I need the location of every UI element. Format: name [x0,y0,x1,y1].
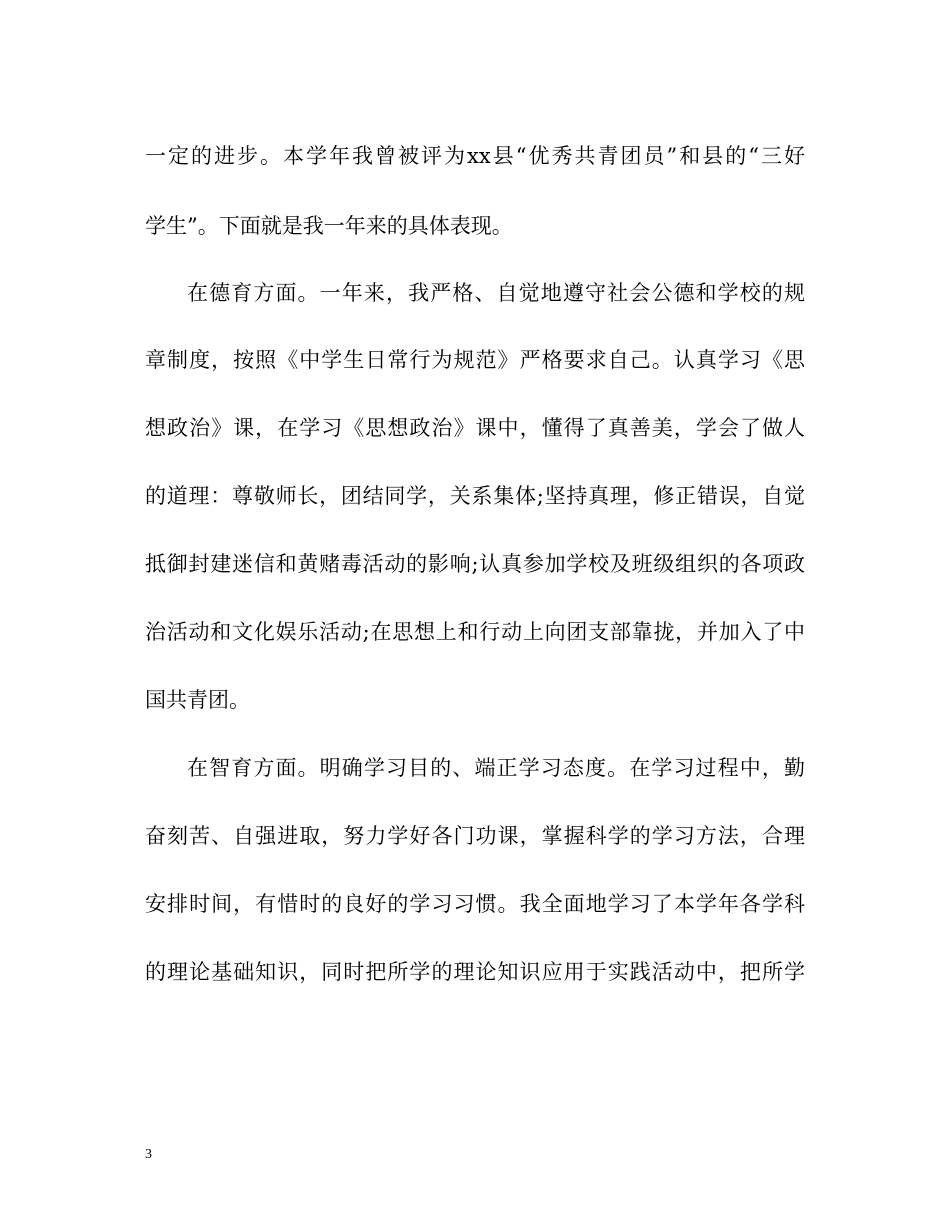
text-line-6: 的道理：尊敬师长，团结同学，关系集体;坚持真理，修正错误，自觉 [145,484,805,508]
page-number: 3 [145,1147,152,1162]
text-line-5: 想政治》课，在学习《思想政治》课中，懂得了真善美，学会了做人 [145,416,805,440]
text-line-12: 安排时间，有惜时的良好的学习习惯。我全面地学习了本学年各学科 [145,892,805,916]
text-line-1: 一定的进步。本学年我曾被评为xx县“优秀共青团员”和县的“三好 [145,144,805,168]
text-line-11: 奋刻苦、自强进取，努力学好各门功课，掌握科学的学习方法，合理 [145,824,805,848]
text-line-8: 治活动和文化娱乐活动;在思想上和行动上向团支部靠拢，并加入了中 [145,620,805,644]
text-line-10: 在智育方面。明确学习目的、端正学习态度。在学习过程中，勤 [187,756,805,780]
text-line-13: 的理论基础知识，同时把所学的理论知识应用于实践活动中，把所学 [145,960,805,984]
text-line-7: 抵御封建迷信和黄赌毒活动的影响;认真参加学校及班级组织的各项政 [145,552,805,576]
text-line-2: 学生”。下面就是我一年来的具体表现。 [145,214,513,238]
text-line-9: 国共青团。 [145,688,250,712]
text-line-3: 在德育方面。一年来，我严格、自觉地遵守社会公德和学校的规 [187,281,805,305]
text-line-4: 章制度，按照《中学生日常行为规范》严格要求自己。认真学习《思 [145,348,805,372]
